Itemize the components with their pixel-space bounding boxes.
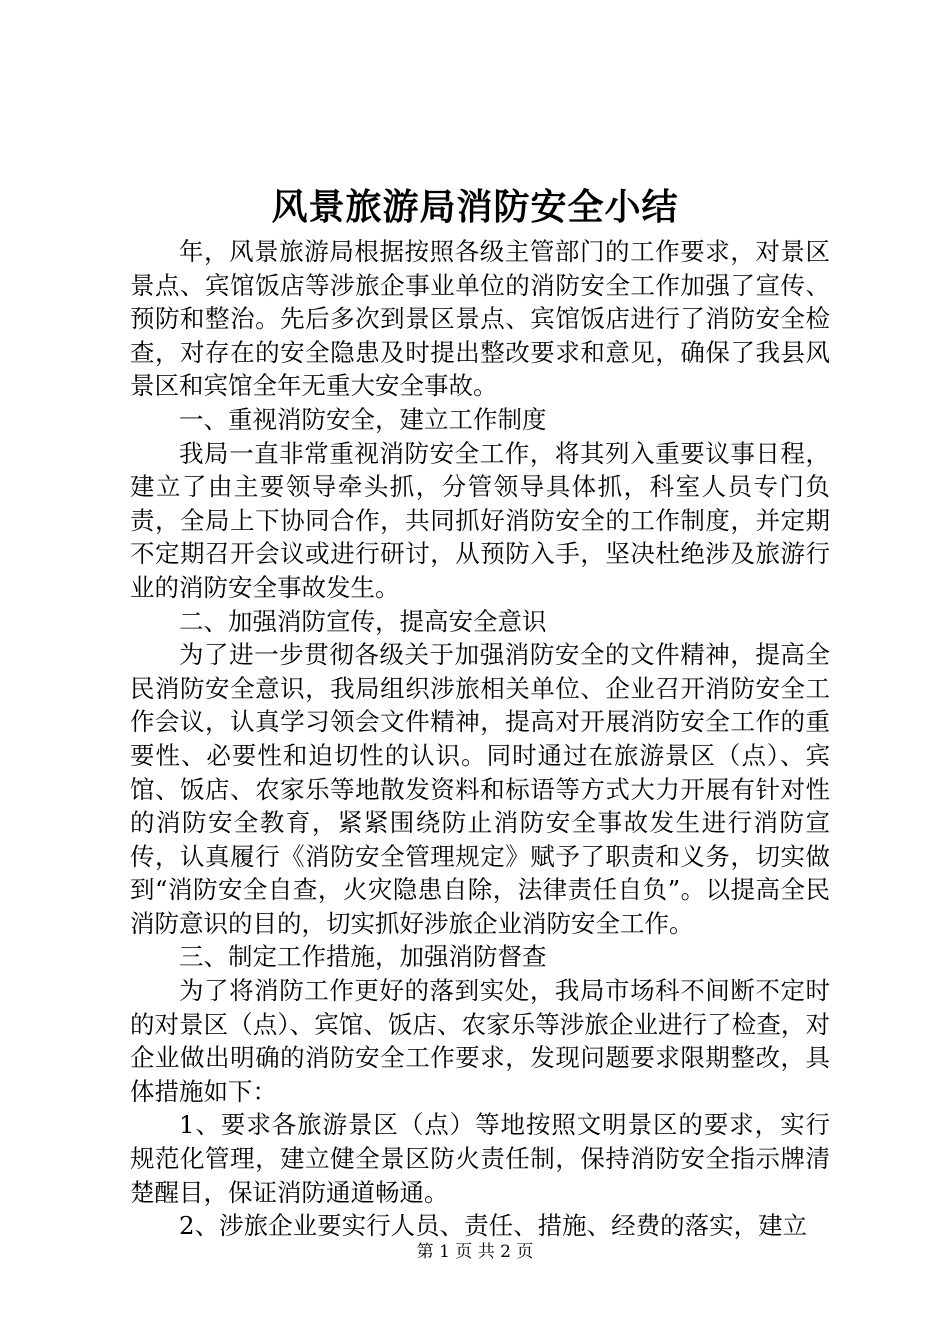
document-body bbox=[130, 235, 830, 1243]
paragraph-section-3: 为了将消防工作更好的落到实处，我局市场科不间断不定时的对景区（点）、宾馆、饭店、农家乐等涉旅企业进行了检查，对企业做出明确的消防安全工作要求，发现问题要求限期整改，具体措施如下： bbox=[130, 976, 830, 1106]
list-item-1: 1、要求各旅游景区（点）等地按照文明景区的要求，实行规范化管理，建立健全景区防火责任制，保持消防安全指示牌清楚醒目，保证消防通道畅通。 bbox=[130, 1110, 830, 1207]
paragraph-section-2: 为了进一步贯彻各级关于加强消防安全的文件精神，提高全民消防安全意识，我局组织涉旅相关单位、企业召开消防安全工作会议，认真学习领会文件精神，提高对开展消防安全工作的重要性、必要性和迫切性的认识。同时通过在旅游景区（点）、宾馆、饭店、农家乐等地散发资料和标语等方式大力开展有针对性的消防安全教育，紧紧围绕防止消防安全事故发生进行消防宣传，认真履行《消防安全管理规定》赋予了职责和义务，切实做到“消防安全自查，火灾隐患自除，法律责任自负”。以提高全民消防意识的目的，切实抓好涉旅企业消防安全工作。 bbox=[130, 640, 830, 938]
section-heading-3: 三、制定工作措施，加强消防督查 bbox=[179, 942, 547, 972]
section-heading-2: 二、加强消防宣传，提高安全意识 bbox=[179, 606, 547, 636]
list-item-2: 2、涉旅企业要实行人员、责任、措施、经费的落实，建立 bbox=[179, 1211, 808, 1241]
paragraph-section-1: 我局一直非常重视消防安全工作，将其列入重要议事日程，建立了由主要领导牵头抓，分管领导具体抓，科室人员专门负责，全局上下协同合作，共同抓好消防安全的工作制度，并定期不定期召开会议或进行研讨，从预防入手，坚决杜绝涉及旅游行业的消防安全事故发生。 bbox=[130, 438, 830, 602]
section-heading-1: 一、重视消防安全，建立工作制度 bbox=[179, 404, 547, 434]
document-title: 风景旅游局消防安全小结 bbox=[271, 186, 679, 228]
page-number-footer: 第 1 页 共 2 页 bbox=[416, 1242, 534, 1262]
paragraph-intro: 年，风景旅游局根据按照各级主管部门的工作要求，对景区景点、宾馆饭店等涉旅企事业单位的消防安全工作加强了宣传、预防和整治。先后多次到景区景点、宾馆饭店进行了消防安全检查，对存在的安全隐患及时提出整改要求和意见，确保了我县风景区和宾馆全年无重大安全事故。 bbox=[130, 237, 830, 401]
